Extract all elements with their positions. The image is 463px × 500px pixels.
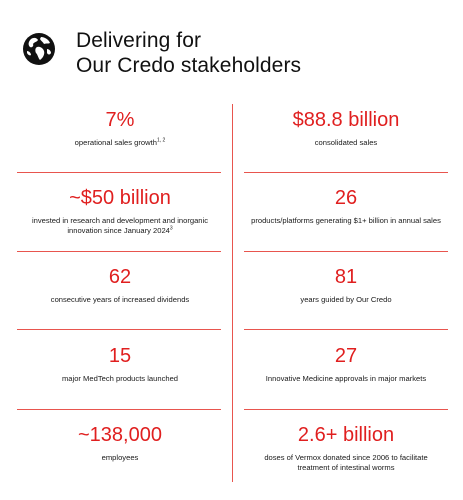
stat-vermox-doses [256, 423, 436, 473]
stat-rd-investment [30, 186, 210, 236]
row-divider [17, 172, 221, 173]
stat-medtech-launches [10, 344, 230, 384]
stat-value: 26 [334, 187, 358, 209]
stat-medicine-approvals [236, 344, 456, 384]
stat-label: operational sales growth$^{1, 2}$ [74, 137, 166, 147]
stat-label: products/platforms generating $1+ billion in annual sales [251, 216, 441, 225]
row-divider [244, 172, 448, 173]
stat-value: 81 [334, 266, 358, 288]
stat-value: ~138,000 [78, 424, 162, 446]
row-divider [17, 329, 221, 330]
title-line-2: Our Credo stakeholders [76, 54, 302, 77]
stat-dividend-years [10, 265, 230, 305]
stat-label: doses of Vermox donated since 2006 to facilitate treatment of intestinal worms [264, 453, 428, 472]
stat-label: invested in research and development and inorganic innovation since January 2024$^3$ [31, 216, 209, 235]
column-divider [232, 104, 233, 482]
row-divider [244, 409, 448, 410]
row-divider [244, 251, 448, 252]
row-divider [244, 329, 448, 330]
stat-billion-dollar-products [236, 186, 456, 226]
stat-label: years guided by Our Credo [300, 295, 392, 304]
stat-value: 7% [105, 109, 135, 131]
stat-label: major MedTech products launched [61, 374, 179, 383]
stat-value: 27 [334, 345, 358, 367]
stat-employees [10, 423, 230, 463]
row-divider [17, 409, 221, 410]
title-line-1: Delivering for [76, 29, 202, 52]
stat-value: $88.8 billion [292, 109, 400, 131]
stat-value: 2.6+ billion [297, 424, 395, 446]
stat-operational-sales-growth [10, 108, 230, 148]
footnote-ref: 3 [169, 225, 173, 232]
stat-consolidated-sales [236, 108, 456, 148]
stat-value: 15 [108, 345, 132, 367]
stat-label: employees [101, 453, 139, 462]
stat-label: Innovative Medicine approvals in major markets [265, 374, 427, 383]
stat-credo-years [236, 265, 456, 305]
stat-value: ~$50 billion [69, 187, 171, 209]
row-divider [17, 251, 221, 252]
footnote-ref: 1, 2 [156, 137, 166, 144]
stat-label: consecutive years of increased dividends [50, 295, 190, 304]
stat-label: consolidated sales [314, 138, 378, 147]
stat-value: 62 [108, 266, 132, 288]
